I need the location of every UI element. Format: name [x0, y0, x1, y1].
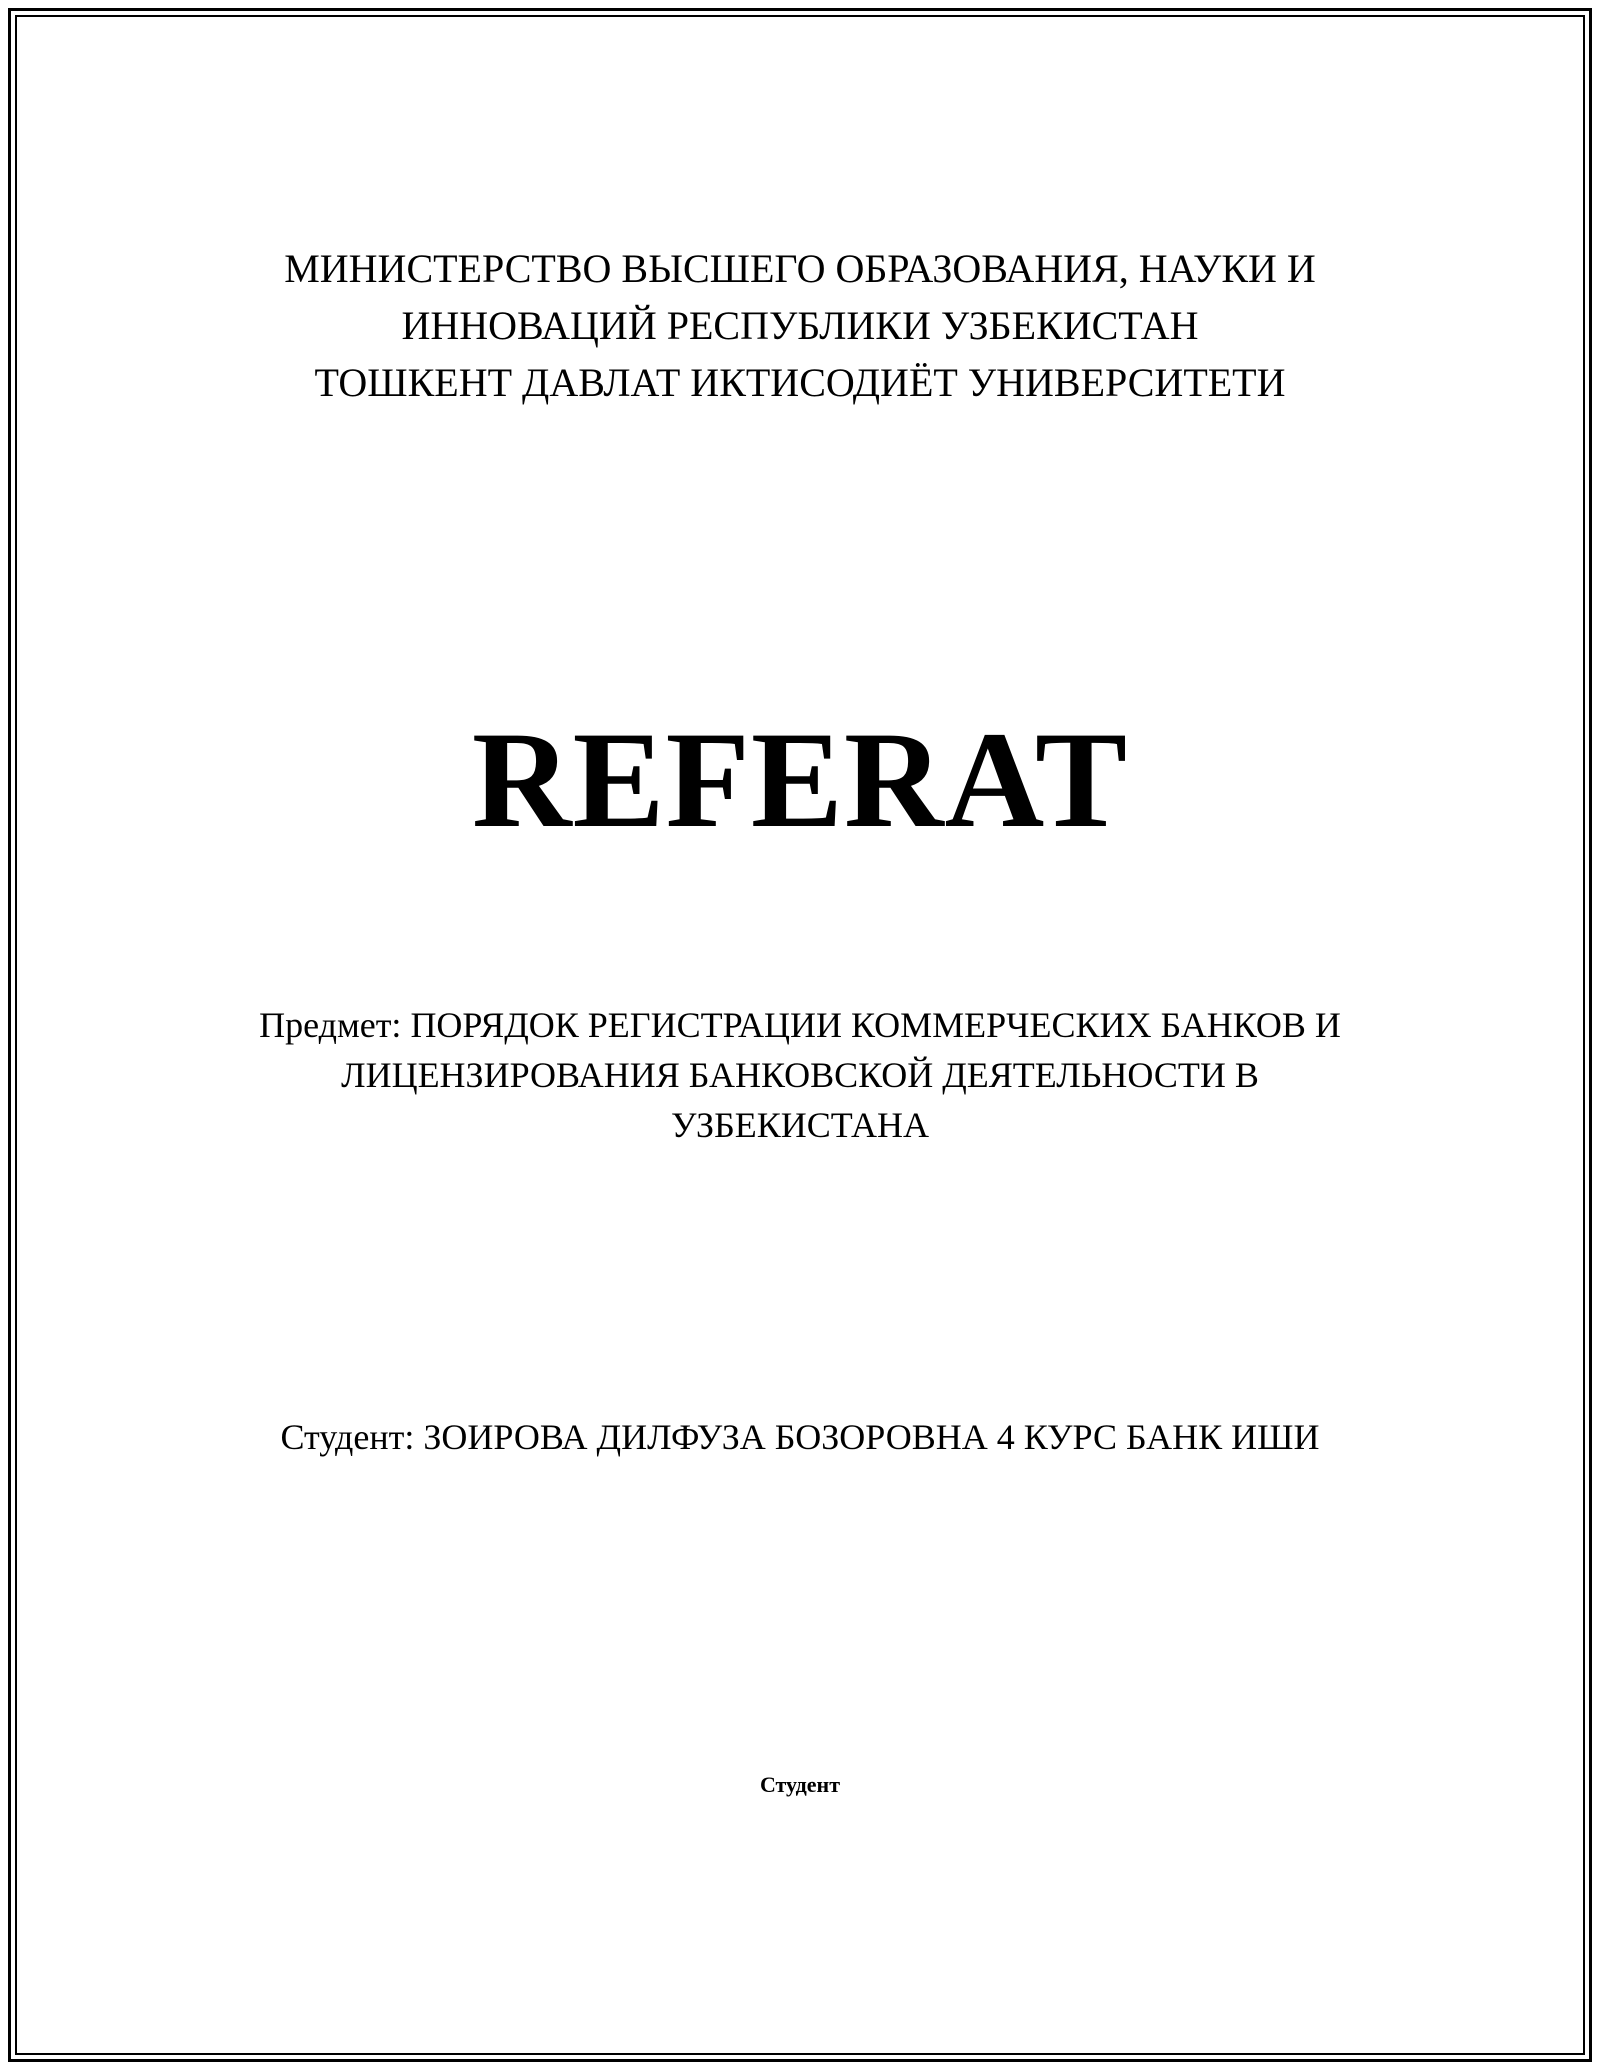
subject-block [0, 1000, 1600, 1150]
institution-header [0, 240, 1600, 411]
document-title: REFERAT [471, 703, 1129, 856]
subject-line-1: Предмет: ПОРЯДОК РЕГИСТРАЦИИ КОММЕРЧЕСКИХ БАНКОВ И [259, 1005, 1341, 1045]
header-line-university: ТОШКЕНТ ДАВЛАТ ИКТИСОДИЁТ УНИВЕРСИТЕТИ [314, 360, 1286, 405]
header-line-ministry: МИНИСТЕРСТВО ВЫСШЕГО ОБРАЗОВАНИЯ, НАУКИ И [284, 246, 1316, 291]
subject-line-3: УЗБЕКИСТАНА [671, 1105, 929, 1145]
subject-line-2: ЛИЦЕНЗИРОВАНИЯ БАНКОВСКОЙ ДЕЯТЕЛЬНОСТИ В [341, 1055, 1259, 1095]
header-line-republic: ИННОВАЦИЙ РЕСПУБЛИКИ УЗБЕКИСТАН [401, 303, 1199, 348]
student-info: Студент: ЗОИРОВА ДИЛФУЗА БОЗОРОВНА 4 КУРС БАНК ИШИ [280, 1417, 1320, 1457]
footer-student-label: Студент [759, 1772, 841, 1797]
